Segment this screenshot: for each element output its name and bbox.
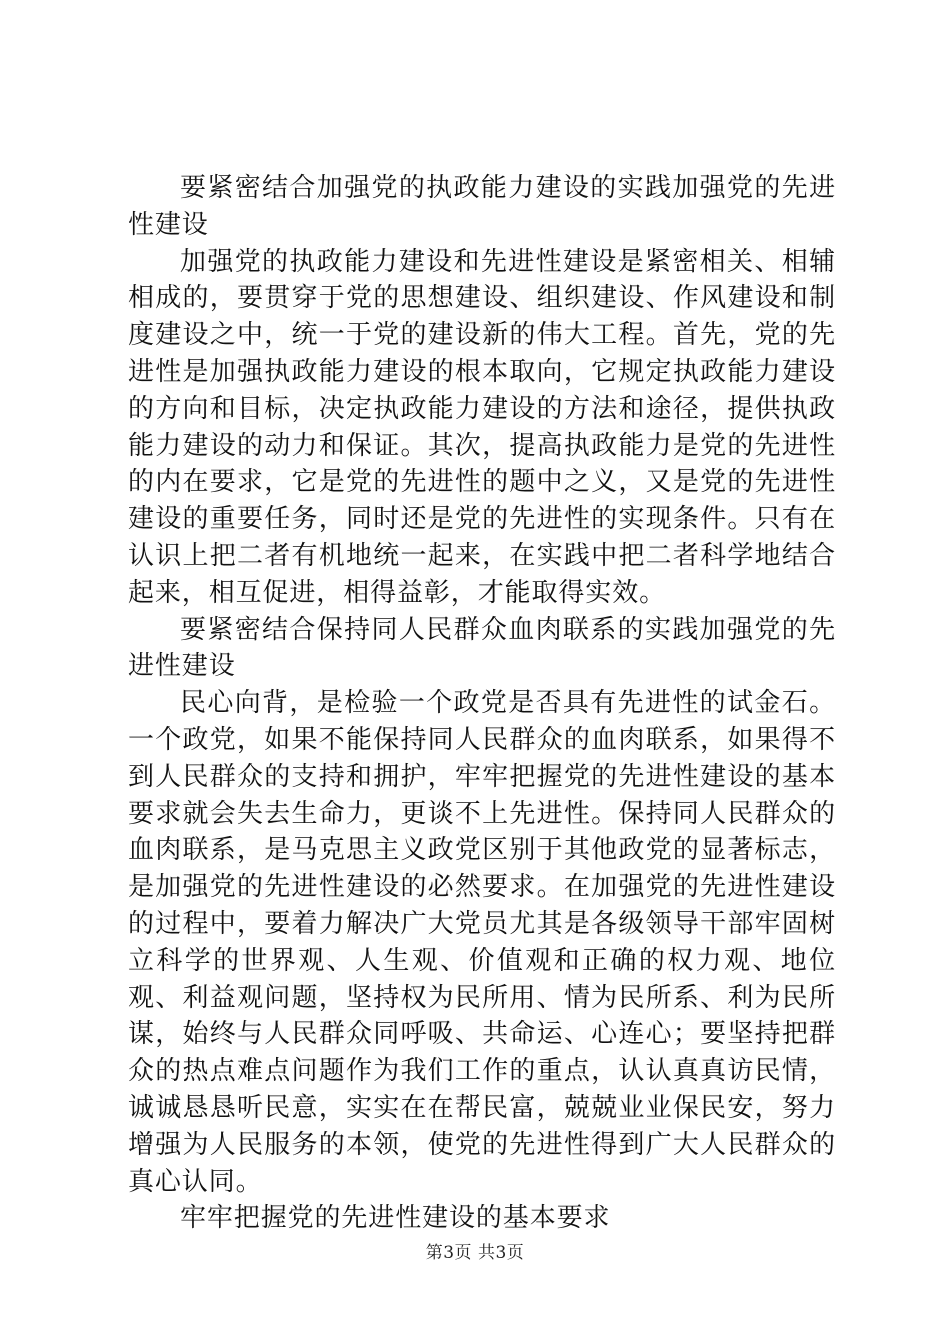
section-heading: 要紧密结合保持同人民群众血肉联系的实践加强党的先进性建设 <box>128 614 836 682</box>
section-heading: 牢牢把握党的先进性建设的基本要求 <box>180 1203 611 1234</box>
body-paragraph: 民心向背，是检验一个政党是否具有先进性的试金石。一个政党，如果不能保持同人民群众的血肉联系，如果得不到人民群众的支持和拥护，牢牢把握党的先进性建设的基本要求就会失去生命力，更谈不上先进性。保持同人民群众的血肉联系，是马克思主义政党区别于其他政党的显著标志，是加强党的先进性建设的必然要求。在加强党的先进性建设的过程中，要着力解决广大党员尤其是各级领导干部牢固树立科学的世界观、人生观、价值观和正确的权力观、地位观、利益观问题，坚持权为民所用、情为民所系、利为民所谋，始终与人民群众同呼吸、共命运、心连心；要坚持把群众的热点难点问题作为我们工作的重点，认认真真访民情，诚诚恳恳听民意，实实在在帮民富，兢兢业业保民安，努力增强为人民服务的本领，使党的先进性得到广大人民群众的真心认同。 <box>128 688 836 1197</box>
document-body <box>128 170 836 1237</box>
page-number-footer: 第3页 共3页 <box>425 1243 525 1263</box>
section-heading: 要紧密结合加强党的执政能力建设的实践加强党的先进性建设 <box>128 173 836 240</box>
body-paragraph: 加强党的执政能力建设和先进性建设是紧密相关、相辅相成的，要贯穿于党的思想建设、组织建设、作风建设和制度建设之中，统一于党的建设新的伟大工程。首先，党的先进性是加强执政能力建设的根本取向，它规定执政能力建设的方向和目标，决定执政能力建设的方法和途径，提供执政能力建设的动力和保证。其次，提高执政能力是党的先进性的内在要求，它是党的先进性的题中之义，又是党的先进性建设的重要任务，同时还是党的先进性的实现条件。只有在认识上把二者有机地统一起来，在实践中把二者科学地结合起来，相互促进，相得益彰，才能取得实效。 <box>128 246 836 608</box>
